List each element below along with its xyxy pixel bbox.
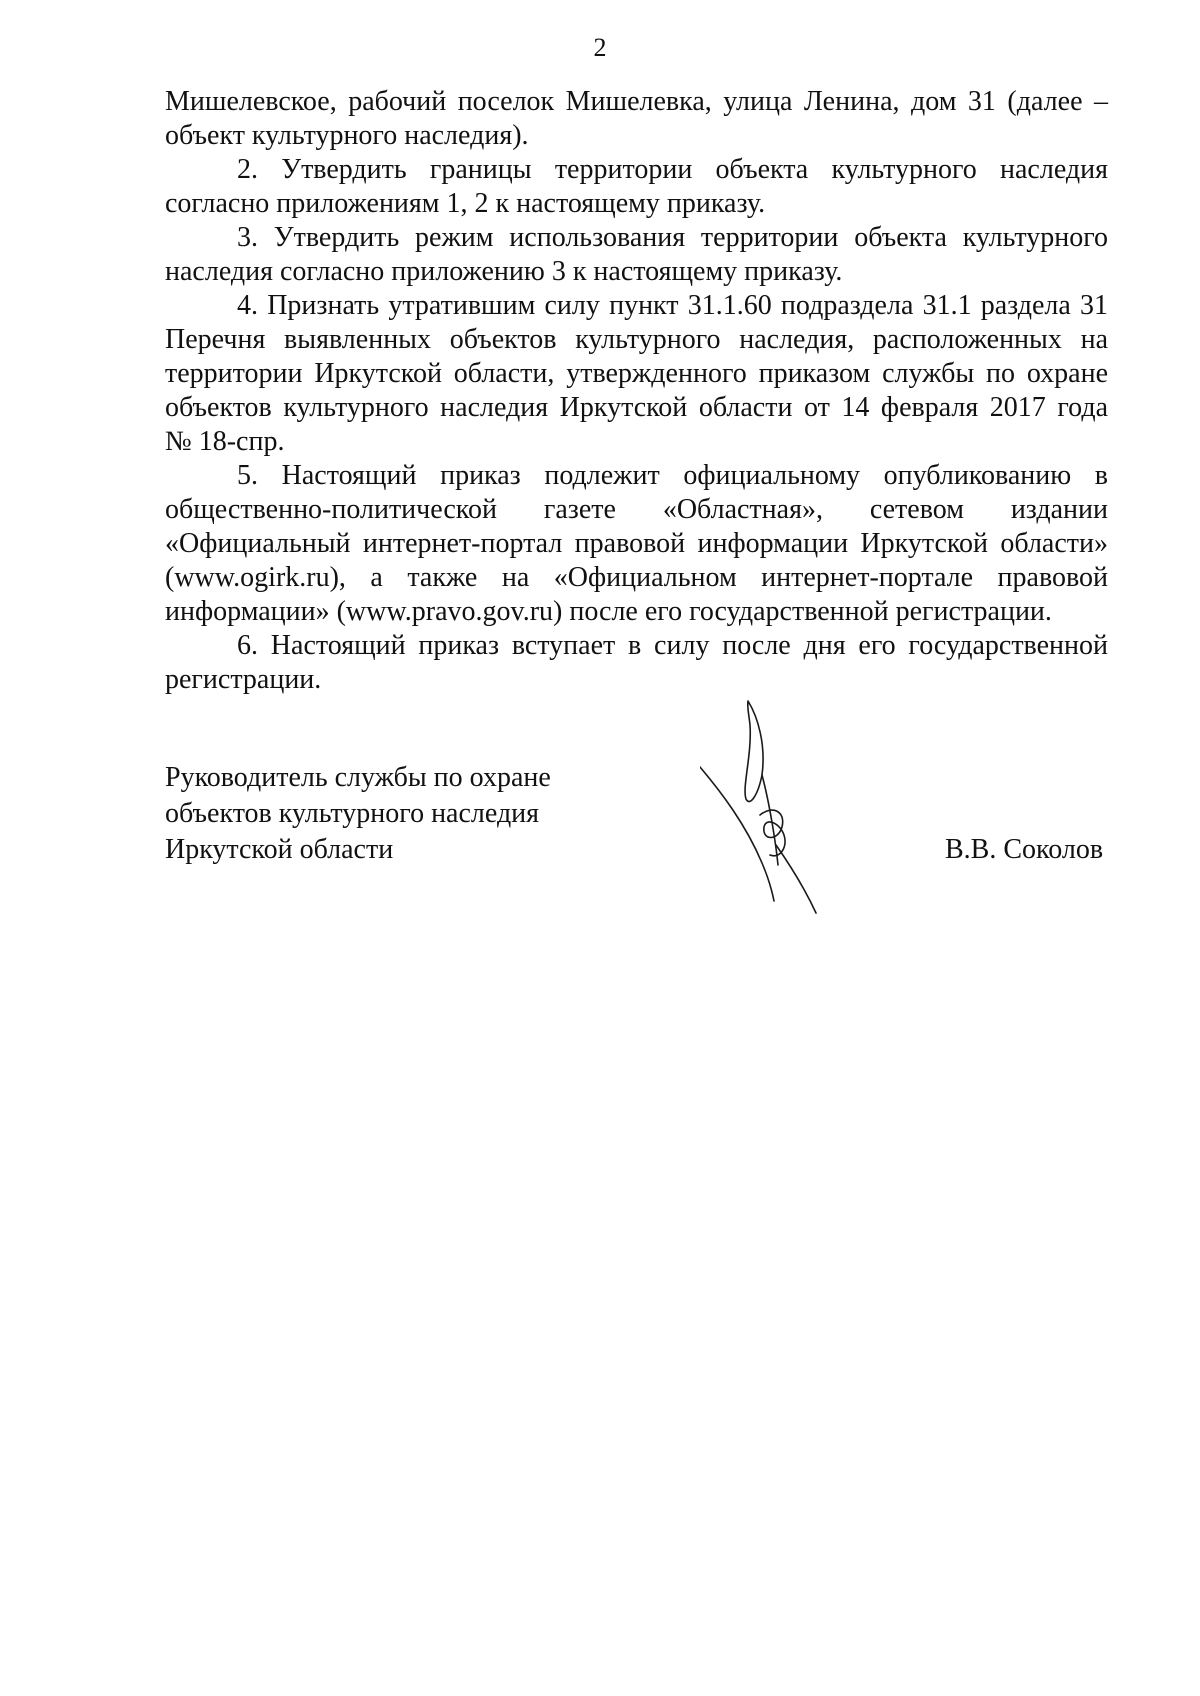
handwritten-signature <box>700 695 840 915</box>
text-line: Перечня выявленных объектов культурного наследия, расположенных на <box>165 324 1108 355</box>
item-5-line: 5. Настоящий приказ подлежит официальному опубликованию в <box>237 460 1108 491</box>
text-line: наследия согласно приложению 3 к настоящему приказу. <box>165 256 843 287</box>
text-line: «Официальный интернет-портал правовой информации Иркутской области» <box>165 528 1108 559</box>
signatory-name: В.В. Соколов <box>945 834 1104 865</box>
text-line: территории Иркутской области, утвержденного приказом службы по охране <box>165 358 1108 389</box>
item-6-line: 6. Настоящий приказ вступает в силу после дня его государственной <box>237 630 1108 661</box>
page-number: 2 <box>593 33 607 62</box>
position-line: объектов культурного наследия <box>165 798 540 829</box>
position-line: Руководитель службы по охране <box>165 762 551 793</box>
text-line: согласно приложениям 1, 2 к настоящему приказу. <box>165 188 766 219</box>
signatory-position <box>165 760 551 868</box>
item-4-line: 4. Признать утратившим силу пункт 31.1.60 подраздела 31.1 раздела 31 <box>237 290 1108 321</box>
text-line: информации» (www.pravo.gov.ru) после его государственной регистрации. <box>165 596 1052 627</box>
text-line: регистрации. <box>165 664 322 695</box>
text-line: объект культурного наследия). <box>165 120 529 151</box>
text-line: общественно-политической газете «Областная», сетевом издании <box>165 494 1108 525</box>
text-line: объектов культурного наследия Иркутской области от 14 февраля 2017 года <box>165 392 1108 423</box>
text-line: Мишелевское, рабочий поселок Мишелевка, улица Ленина, дом 31 (далее – <box>165 86 1108 117</box>
text-line: № 18-спр. <box>165 426 285 457</box>
position-line: Иркутской области <box>165 834 394 865</box>
item-3-line: 3. Утвердить режим использования территории объекта культурного <box>237 222 1108 253</box>
item-2-line: 2. Утвердить границы территории объекта культурного наследия <box>237 154 1108 185</box>
text-line: (www.ogirk.ru), а также на «Официальном интернет-портале правовой <box>165 562 1108 593</box>
